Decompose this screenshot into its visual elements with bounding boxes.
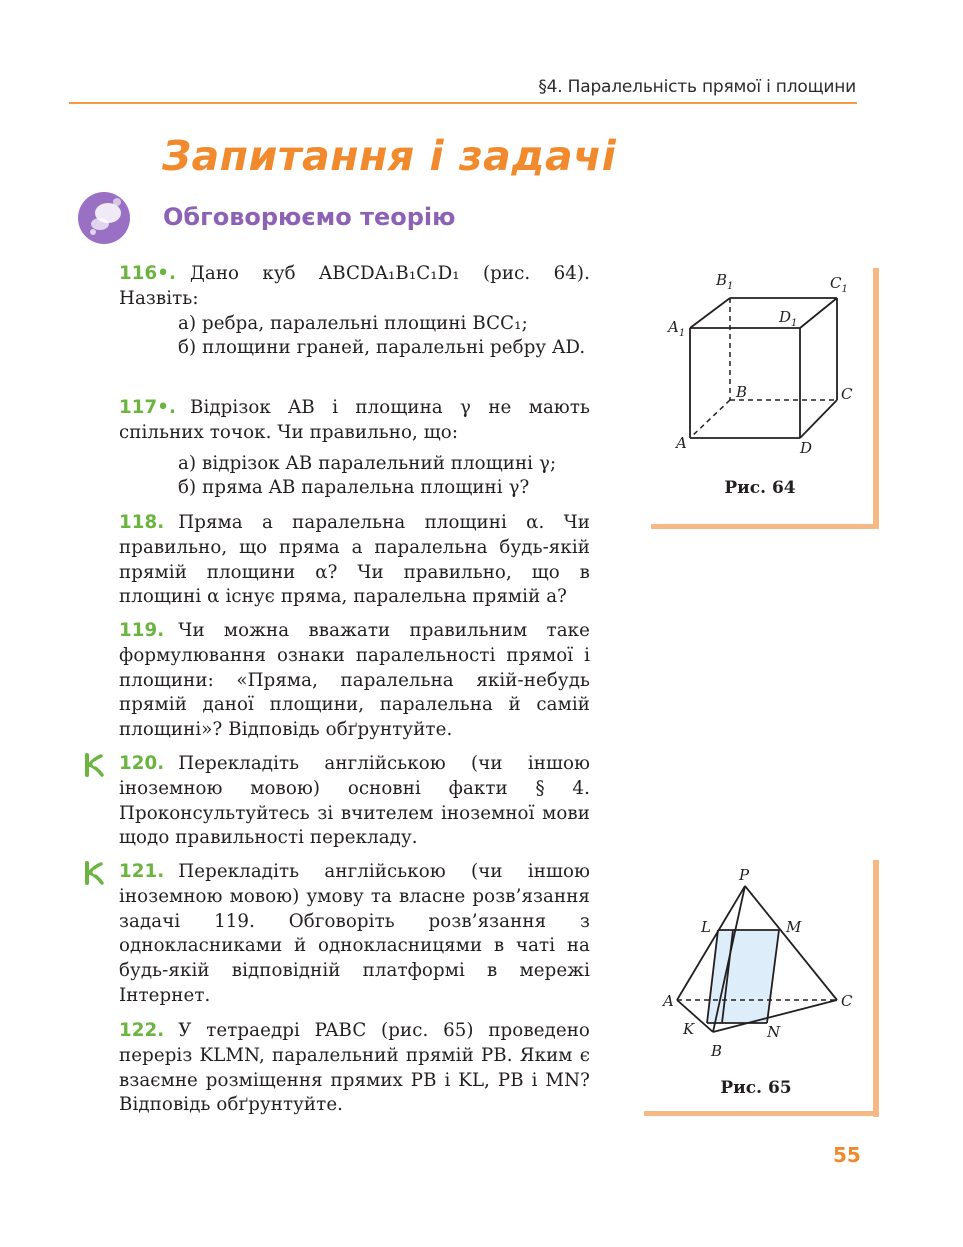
problem-116: [119, 262, 590, 361]
problem-number: 119.: [119, 620, 165, 641]
problem-subitem: б) пряма AB паралельна площині γ?: [178, 477, 530, 499]
label-A: A: [663, 992, 674, 1010]
label-C1: $C_1$: [830, 274, 848, 295]
figure-frame-right: [873, 860, 879, 1117]
problem-122: [119, 1019, 590, 1118]
label-B: B: [711, 1042, 723, 1060]
header-rule: [69, 102, 857, 104]
section-subtitle: Обговорюємо теорію: [163, 203, 456, 231]
label-B: B: [736, 383, 748, 401]
problem-text: Перекладіть англійською (чи іншою іноземною мовою) основні факти § 4. Проконсультуйтесь зі вчителем іноземної мови щодо правильності перекладу.: [119, 753, 590, 849]
label-C: C: [841, 385, 853, 403]
competence-k-icon: [81, 752, 107, 778]
problem-119: [119, 619, 590, 743]
problem-text: Відрізок AB і площина γ не мають спільних точок. Чи правильно, що:: [119, 397, 590, 443]
problem-number: 116•.: [119, 263, 176, 284]
thought-bubble-icon: [77, 191, 133, 247]
page-number: 55: [833, 1143, 861, 1167]
figure-frame-right: [873, 268, 879, 529]
label-A1: $A_1$: [668, 318, 686, 339]
label-D: D: [800, 439, 813, 457]
figure-frame-bottom: [644, 1111, 879, 1116]
problem-subitem: б) площини граней, паралельні ребру AD.: [178, 337, 586, 359]
section-header: §4. Паралельність прямої і площини: [538, 77, 856, 97]
problem-number: 117•.: [119, 397, 176, 418]
tetrahedron-figure: [655, 862, 865, 1062]
label-P: P: [739, 866, 750, 884]
problem-subitem: а) відрізок AB паралельний площині γ;: [178, 452, 557, 474]
problem-number: 120.: [119, 753, 165, 774]
label-B1: $B_1$: [716, 271, 734, 292]
problem-text: Чи можна вважати правильним таке формулювання ознаки паралельності прямої і площини: «Пряма, паралельна якій-небудь прямій даної площини, паралельна й самій площині»? Відповідь обґрунтуйте.: [119, 620, 590, 741]
cube-figure: [660, 268, 860, 468]
label-M: M: [786, 918, 802, 936]
problem-number: 121.: [119, 861, 165, 882]
figure-caption: Рис. 65: [720, 1078, 792, 1098]
problem-text: Пряма a паралельна площині α. Чи правильно, що пряма a паралельна будь-якій прямій площини α? Чи правильно, що в площині α існує пряма, паралельна прямій a?: [119, 512, 590, 608]
problem-text: Дано куб ABCDA₁B₁C₁D₁ (рис. 64). Назвіть:: [119, 263, 590, 309]
figure-frame-bottom: [651, 524, 879, 529]
problem-117: [119, 396, 590, 501]
problem-118: [119, 511, 590, 610]
competence-k-icon: [81, 860, 107, 886]
problem-text: У тетраедрі PABC (рис. 65) проведено переріз KLMN, паралельний прямій PB. Яким є взаємне розміщення прямих PB і KL, PB і MN? Відповідь обґрунтуйте.: [119, 1020, 590, 1116]
label-A: A: [676, 434, 687, 452]
problem-text: Перекладіть англійською (чи іншою іноземною мовою) умову та власне розв’язання задачі 119. Обговоріть розв’язання з однокласниками й однокласницями в чаті на будь-якій відповідній платформі в мережі Інтернет.: [119, 861, 590, 1006]
label-N: N: [767, 1023, 781, 1041]
problem-number: 122.: [119, 1020, 165, 1041]
figure-caption: Рис. 64: [724, 478, 796, 498]
problem-number: 118.: [119, 512, 165, 533]
page-title: Запитання і задачі: [162, 132, 617, 180]
label-C: C: [841, 992, 853, 1010]
label-D1: $D_1$: [779, 308, 798, 329]
label-L: L: [701, 918, 711, 936]
problem-120: [119, 752, 590, 851]
label-K: K: [683, 1020, 695, 1038]
problem-subitem: а) ребра, паралельні площині BCC₁;: [178, 312, 528, 334]
problem-121: [119, 860, 590, 1009]
